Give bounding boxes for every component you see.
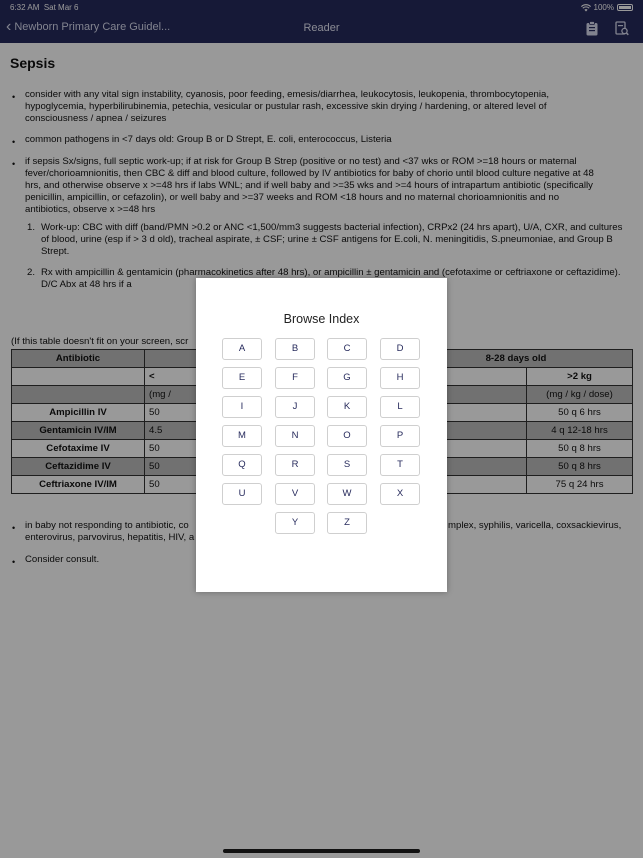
bullet-icon: •: [12, 159, 16, 169]
list-number-1: 1.: [27, 222, 36, 233]
table-cell-right: 50 q 8 hrs: [527, 440, 633, 458]
bullet-icon: •: [12, 557, 16, 567]
letter-button-f[interactable]: F: [275, 367, 315, 389]
letter-button-u[interactable]: U: [222, 483, 262, 505]
bullet-icon: •: [12, 137, 16, 147]
browse-index-modal: [196, 278, 447, 592]
status-time: 6:32 AM Sat Mar 6: [10, 3, 79, 12]
table-cell-left: 4.5: [145, 422, 269, 440]
letter-button-q[interactable]: Q: [222, 454, 262, 476]
bullet-paragraph-2: common pathogens in <7 days old: Group B or D Strept, E. coli, enterococcus, Listeria: [25, 134, 392, 145]
table-cell-left: 50: [145, 404, 269, 422]
table-drug: Ampicillin IV: [12, 404, 145, 422]
letter-button-s[interactable]: S: [327, 454, 367, 476]
letter-button-y[interactable]: Y: [275, 512, 315, 534]
table-header-8-28-days: 8-28 days old: [400, 350, 633, 368]
bullet-icon: •: [12, 523, 16, 533]
letter-button-w[interactable]: W: [327, 483, 367, 505]
bullet-icon: •: [12, 92, 16, 102]
bullet-partial-right: mplex, syphilis, varicella, coxsackievirus,: [448, 520, 622, 531]
table-header-antibiotic: Antibiotic: [12, 350, 145, 368]
numbered-item-1: Work-up: CBC with diff (band/PMN >0.2 or ANC <1,500/mm3 suggests bacterial infection), CRPx2 (24 hrs apart), U/A, CXR, and cultures of blood, urine (esp if > 3 d old), tracheal aspirate, ± CSF; urine ± CSF antigens for E.coli, N. meningitidis, S.pneumoniae, and Group B Strept.: [41, 222, 623, 257]
bullet-paragraph-1: consider with any vital sign instability, cyanosis, poor feeding, emesis/diarrhea, leukocytosis, leukopenia, thrombocytopenia, hypoglycemia, hyperbilirubinemia, petechia, vesicular or pustular rash, excessive skin drying / hardening, or altered level of consciousness / apnea / seizures: [25, 89, 550, 124]
bullet-paragraph-3: if sepsis Sx/signs, full septic work-up; if at risk for Group B Strep (positive or no test) and <37 wks or ROM >=18 hours or maternal fever/chorioamnionitis, then CBC & diff and blood culture, followed by IV antibiotics for baby of chorio until blood culture negative at 48 hrs, and otherwise observe x >=48 hrs if labs WNL; and if well baby and >=35 wks and >=4 hours of intrapartum antibiotic (specifically penicillin, ampicillin, or cefazolin), or well baby and >=37 weeks and ROM <18 hours and no maternal chorioamnionitis and no antibiotics, observe x >=48 hrs: [25, 156, 594, 215]
letter-button-h[interactable]: H: [380, 367, 420, 389]
back-label: Newborn Primary Care Guidel...: [14, 21, 171, 33]
battery-percent: 100%: [593, 3, 614, 12]
letter-button-r[interactable]: R: [275, 454, 315, 476]
table-units-right: (mg / kg / dose): [527, 386, 633, 404]
table-subheader-partial: <: [145, 368, 269, 386]
table-drug: Cefotaxime IV: [12, 440, 145, 458]
table-drug: Ceftazidime IV: [12, 458, 145, 476]
letter-button-z[interactable]: Z: [327, 512, 367, 534]
numbered-item-2: Rx with ampicillin & gentamicin (pharmacokinetics after 48 hrs), or ampicillin ± gentamicin and (cefotaxime or ceftriaxone or ceftazidime). D/C Abx at 48 hrs if a: [41, 267, 621, 290]
chevron-left-icon: ‹: [6, 18, 12, 35]
letter-button-p[interactable]: P: [380, 425, 420, 447]
letter-button-b[interactable]: B: [275, 338, 315, 360]
letter-button-a[interactable]: A: [222, 338, 262, 360]
letter-button-n[interactable]: N: [275, 425, 315, 447]
modal-title: Browse Index: [283, 312, 360, 326]
letter-button-d[interactable]: D: [380, 338, 420, 360]
list-number-2: 2.: [27, 267, 36, 278]
letter-button-g[interactable]: G: [327, 367, 367, 389]
bullet-partial-line-2: enterovirus, parvovirus, hepatitis, HIV, a: [25, 532, 195, 543]
table-cell-right: 75 q 24 hrs: [527, 476, 633, 494]
table-cell-left: 50: [145, 458, 269, 476]
table-drug: Gentamicin IV/IM: [12, 422, 145, 440]
consult-text: Consider consult.: [25, 554, 100, 565]
table-units-left: (mg /: [145, 386, 269, 404]
table-cell-left: 50: [145, 440, 269, 458]
bullet-partial-line-1: in baby not responding to antibiotic, co: [25, 520, 189, 531]
letter-button-j[interactable]: J: [275, 396, 315, 418]
table-cell-right: 4 q 12-18 hrs: [527, 422, 633, 440]
letter-button-t[interactable]: T: [380, 454, 420, 476]
table-drug: Ceftriaxone IV/IM: [12, 476, 145, 494]
letter-button-x[interactable]: X: [380, 483, 420, 505]
table-subheader-gt2kg: >2 kg: [527, 368, 633, 386]
letter-button-c[interactable]: C: [327, 338, 367, 360]
table-cell-right: 50 q 8 hrs: [527, 458, 633, 476]
letter-button-o[interactable]: O: [327, 425, 367, 447]
letter-button-v[interactable]: V: [275, 483, 315, 505]
table-cell-right: 50 q 6 hrs: [527, 404, 633, 422]
nav-title: Reader: [303, 22, 340, 34]
page-title: Sepsis: [10, 55, 56, 71]
letter-button-l[interactable]: L: [380, 396, 420, 418]
table-cell-left: 50: [145, 476, 269, 494]
letter-button-e[interactable]: E: [222, 367, 262, 389]
table-note: (If this table doesn't fit on your screen, scr: [11, 336, 189, 347]
letter-button-m[interactable]: M: [222, 425, 262, 447]
letter-button-k[interactable]: K: [327, 396, 367, 418]
home-indicator[interactable]: [223, 849, 420, 853]
letter-button-i[interactable]: I: [222, 396, 262, 418]
